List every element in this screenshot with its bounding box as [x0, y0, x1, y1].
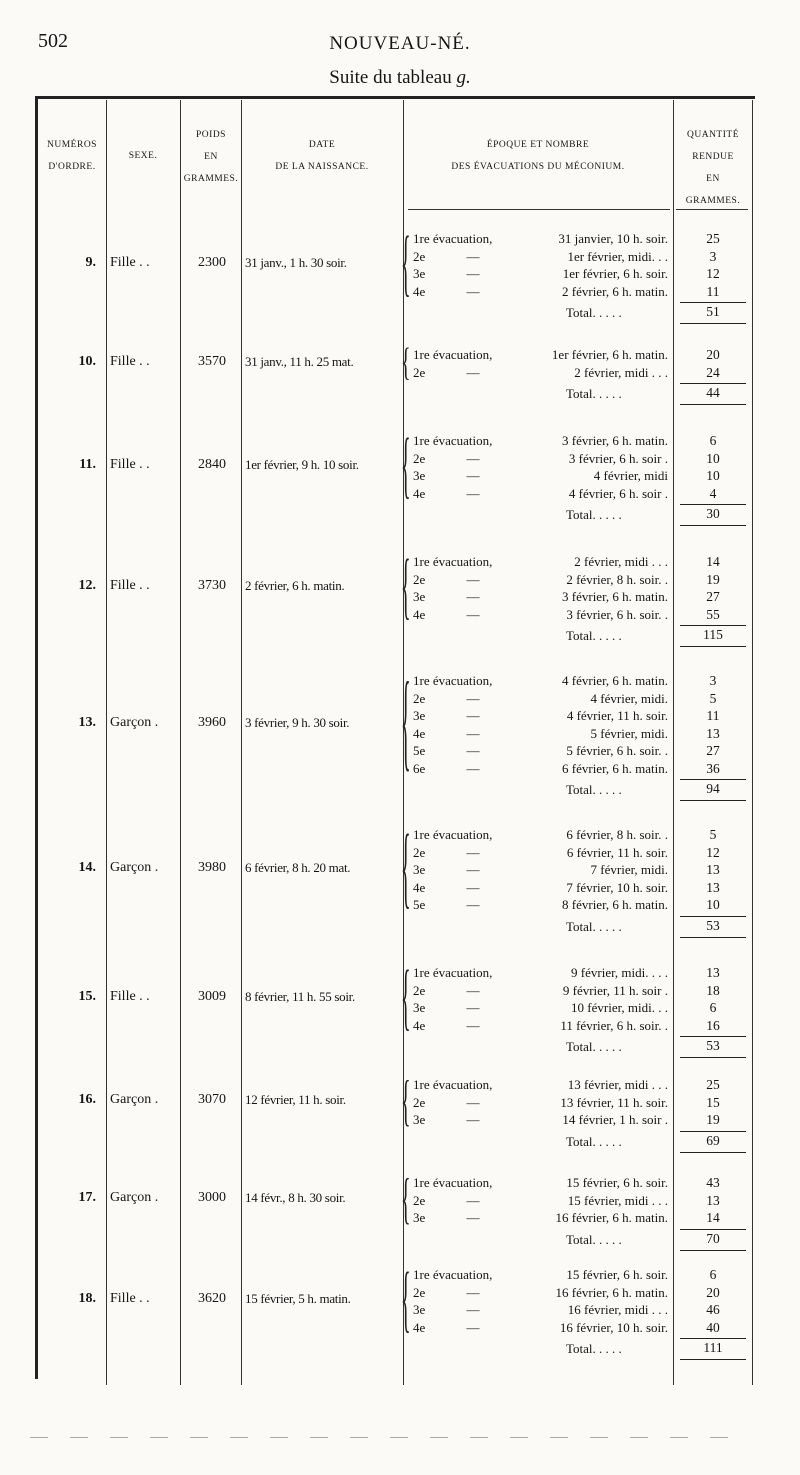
evacuation-date: 15 février, 6 h. soir. — [566, 1175, 668, 1190]
evacuation-quantity: 25 — [706, 231, 720, 246]
evacuation-ordinal: 1re évacuation, — [413, 554, 493, 569]
evacuation-quantity: 13 — [706, 725, 720, 741]
ditto-dash: — — [466, 743, 480, 758]
evacuation-ordinal: 4e — [413, 606, 426, 622]
ditto-dash: — — [466, 266, 480, 281]
evacuation-quantity: 20 — [706, 1284, 720, 1300]
evacuation-date: 4 février, 6 h. matin. — [562, 673, 668, 688]
evacuation-quantity: 16 — [706, 1017, 720, 1033]
total-rule — [680, 504, 746, 505]
total-value: 53 — [706, 1038, 720, 1053]
total-label: Total. . . . . — [566, 1341, 622, 1356]
brace-icon: { — [401, 342, 411, 385]
header-line: RENDUE — [692, 152, 734, 162]
header-line: NUMÉROS — [47, 140, 97, 150]
row-sex: Garçon . — [110, 1190, 159, 1206]
total-value: 53 — [706, 917, 720, 933]
evacuation-date: 4 février, midi — [593, 468, 668, 483]
evacuation-ordinal: 4e — [413, 1017, 426, 1033]
evacuation-ordinal: 2e — [413, 248, 426, 264]
evacuation-date: 4 février, 6 h. soir . — [568, 485, 668, 501]
header-sexe — [108, 145, 178, 167]
total-rule — [680, 1229, 746, 1230]
total-label: Total. . . . . — [566, 918, 622, 934]
row-sex: Fille . . — [110, 457, 150, 472]
total-underline — [680, 1250, 746, 1251]
row-birth-date: 2 février, 6 h. matin. — [245, 578, 345, 593]
ditto-dash: — — [466, 879, 480, 895]
evacuation-ordinal: 1re évacuation, — [413, 433, 493, 448]
ditto-dash: — — [466, 485, 480, 501]
evacuation-quantity: 20 — [706, 347, 720, 362]
header-quantite — [676, 124, 750, 212]
ditto-dash: — — [466, 725, 480, 741]
evacuation-quantity: 13 — [706, 879, 720, 895]
brace-icon: { — [401, 958, 411, 1040]
row-sex: Fille . . — [110, 1291, 150, 1306]
evacuation-date: 16 février, midi . . . — [567, 1302, 668, 1317]
evacuation-date: 5 février, midi. — [590, 725, 668, 741]
evacuation-date: 8 février, 6 h. matin. — [562, 897, 668, 912]
brace-icon: { — [401, 664, 411, 785]
evacuation-quantity: 13 — [706, 1192, 720, 1208]
total-rule — [680, 916, 746, 917]
ditto-dash: — — [466, 690, 480, 706]
header-line: GRAMMES. — [685, 196, 741, 206]
header-line: DATE — [308, 140, 336, 150]
header-line: GRAMMES. — [183, 174, 239, 184]
total-rule — [680, 302, 746, 303]
evacuation-quantity: 11 — [706, 283, 720, 299]
evacuation-quantity: 4 — [709, 485, 717, 501]
row-birth-date: 6 février, 8 h. 20 mat. — [245, 859, 351, 875]
evacuation-ordinal: 1re évacuation, — [413, 827, 493, 842]
evacuation-date: 16 février, 10 h. soir. — [559, 1319, 668, 1335]
evacuation-ordinal: 3e — [413, 468, 426, 483]
row-sex: Fille . . — [110, 578, 150, 593]
header-line: EN — [706, 174, 720, 184]
evacuation-date: 2 février, midi . . . — [574, 554, 668, 569]
row-weight: 3070 — [198, 1092, 226, 1108]
total-label: Total. . . . . — [566, 628, 622, 643]
ditto-dash: — — [466, 982, 480, 998]
evacuation-quantity: 10 — [706, 450, 720, 466]
evacuation-quantity: 27 — [706, 743, 720, 758]
header-poids — [182, 124, 240, 190]
evacuation-quantity: 12 — [706, 844, 720, 860]
total-rule — [680, 383, 746, 384]
evacuation-quantity: 11 — [706, 708, 720, 723]
evacuation-date: 7 février, midi. — [590, 862, 668, 877]
evacuation-quantity: 14 — [706, 1210, 720, 1225]
evacuation-quantity: 24 — [706, 364, 720, 380]
table-right-border — [752, 100, 753, 1385]
total-underline — [680, 937, 746, 938]
evacuation-quantity: 18 — [706, 982, 720, 998]
total-label: Total. . . . . — [566, 1133, 622, 1149]
ditto-dash: — — [466, 1284, 480, 1300]
evacuation-date: 5 février, 6 h. soir. . — [566, 743, 668, 758]
evacuation-ordinal: 3e — [413, 1210, 426, 1225]
evacuation-date: 16 février, 6 h. matin. — [555, 1210, 668, 1225]
evacuation-quantity: 5 — [709, 827, 717, 842]
total-rule — [680, 1338, 746, 1339]
ditto-dash: — — [466, 1302, 480, 1317]
ditto-dash: — — [466, 606, 480, 622]
evacuation-ordinal: 4e — [413, 283, 426, 299]
bottom-running-line — [30, 1437, 750, 1438]
evacuation-ordinal: 1re évacuation, — [413, 1267, 493, 1282]
evacuation-quantity: 5 — [709, 690, 717, 706]
total-underline — [680, 1359, 746, 1360]
evacuation-ordinal: 1re évacuation, — [413, 1077, 493, 1092]
total-rule — [680, 625, 746, 626]
evacuation-date: 3 février, 6 h. matin. — [562, 433, 668, 448]
column-rule — [106, 100, 107, 1385]
ditto-dash: — — [466, 897, 480, 912]
ditto-dash: — — [466, 760, 480, 776]
ditto-dash: — — [466, 1000, 480, 1015]
ditto-dash: — — [466, 468, 480, 483]
header-epoque — [405, 134, 671, 178]
evacuation-date: 14 février, 1 h. soir . — [562, 1112, 668, 1127]
row-number: 9. — [85, 255, 96, 270]
total-value: 94 — [706, 781, 720, 796]
total-value: 70 — [706, 1230, 720, 1246]
total-label: Total. . . . . — [566, 782, 622, 797]
ditto-dash: — — [466, 1017, 480, 1033]
evacuation-ordinal: 2e — [413, 844, 426, 860]
evacuation-date: 11 février, 6 h. soir. . — [560, 1017, 668, 1033]
evacuation-date: 3 février, 6 h. soir. . — [566, 606, 668, 622]
evacuation-quantity: 13 — [706, 862, 720, 877]
evacuation-date: 9 février, 11 h. soir . — [562, 982, 668, 998]
row-weight: 3620 — [198, 1291, 226, 1306]
evacuation-date: 1er février, midi. . . — [567, 248, 668, 264]
total-underline — [680, 800, 746, 801]
table-top-rule — [36, 96, 755, 99]
total-underline — [680, 1057, 746, 1058]
ditto-dash: — — [466, 1112, 480, 1127]
total-label: Total. . . . . — [566, 1039, 622, 1054]
ditto-dash: — — [466, 1192, 480, 1208]
ditto-dash: — — [466, 862, 480, 877]
evacuation-quantity: 3 — [709, 248, 717, 264]
row-weight: 2300 — [198, 255, 226, 270]
evacuation-ordinal: 4e — [413, 485, 426, 501]
evacuation-date: 2 février, 8 h. soir. . — [566, 571, 668, 587]
evacuation-ordinal: 3e — [413, 1000, 426, 1015]
evacuation-quantity: 40 — [706, 1319, 720, 1335]
total-value: 69 — [706, 1132, 720, 1148]
evacuation-quantity: 6 — [709, 433, 717, 448]
evacuation-quantity: 36 — [706, 760, 720, 776]
row-weight: 3730 — [198, 578, 226, 593]
evacuation-date: 1er février, 6 h. matin. — [551, 347, 668, 362]
evacuation-quantity: 3 — [709, 673, 717, 688]
row-number: 13. — [78, 714, 96, 730]
header-date — [243, 134, 401, 178]
evacuation-ordinal: 4e — [413, 1319, 426, 1335]
evacuation-quantity: 6 — [709, 1000, 717, 1015]
row-birth-date: 15 février, 5 h. matin. — [245, 1291, 351, 1306]
total-value: 30 — [706, 506, 720, 521]
evacuation-ordinal: 4e — [413, 725, 426, 741]
subtitle-letter: g. — [456, 67, 471, 88]
evacuation-ordinal: 3e — [413, 708, 426, 723]
row-birth-date: 31 janv., 11 h. 25 mat. — [245, 353, 354, 369]
header-line: QUANTITÉ — [686, 130, 739, 140]
evacuation-quantity: 25 — [706, 1077, 720, 1092]
evacuation-ordinal: 3e — [413, 862, 426, 877]
evacuation-ordinal: 2e — [413, 571, 426, 587]
header-line: SEXE. — [128, 151, 158, 161]
evacuation-date: 7 février, 10 h. soir. — [566, 879, 668, 895]
evacuation-ordinal: 1re évacuation, — [413, 231, 493, 246]
row-weight: 3960 — [198, 714, 226, 730]
row-weight: 3570 — [198, 353, 226, 369]
row-birth-date: 14 févr., 8 h. 30 soir. — [245, 1190, 346, 1206]
evacuation-date: 6 février, 11 h. soir. — [566, 844, 668, 860]
evacuation-ordinal: 1re évacuation, — [413, 673, 493, 688]
ditto-dash: — — [466, 571, 480, 587]
evacuation-date: 2 février, midi . . . — [574, 364, 668, 380]
row-sex: Garçon . — [110, 1092, 159, 1108]
row-birth-date: 1er février, 9 h. 10 soir. — [245, 457, 359, 472]
row-sex: Garçon . — [110, 859, 159, 875]
evacuation-ordinal: 2e — [413, 450, 426, 466]
brace-icon: { — [401, 426, 411, 508]
total-label: Total. . . . . — [566, 305, 622, 320]
evacuation-date: 10 février, midi. . . — [571, 1000, 668, 1015]
ditto-dash: — — [466, 364, 480, 380]
evacuation-ordinal: 1re évacuation, — [413, 347, 493, 362]
row-weight: 3000 — [198, 1190, 226, 1206]
evacuation-date: 16 février, 6 h. matin. — [555, 1284, 668, 1300]
evacuation-ordinal: 2e — [413, 1192, 426, 1208]
header-line: EN — [204, 152, 218, 162]
evacuation-ordinal: 2e — [413, 364, 426, 380]
row-number: 14. — [78, 859, 96, 875]
brace-icon: { — [401, 1071, 411, 1134]
ditto-dash: — — [466, 1210, 480, 1225]
column-rule — [673, 100, 674, 1385]
evacuation-quantity: 10 — [706, 468, 720, 483]
header-line: DE LA NAISSANCE. — [275, 162, 369, 172]
evacuation-ordinal: 3e — [413, 1112, 426, 1127]
row-weight: 3009 — [198, 989, 226, 1004]
row-birth-date: 3 février, 9 h. 30 soir. — [245, 714, 350, 730]
evacuation-date: 6 février, 6 h. matin. — [562, 760, 668, 776]
ditto-dash: — — [466, 1319, 480, 1335]
total-value: 111 — [703, 1340, 723, 1355]
header-line: POIDS — [196, 130, 226, 140]
evacuation-date: 4 février, 11 h. soir. — [566, 708, 668, 723]
evacuation-quantity: 12 — [706, 266, 720, 281]
header-line: D'ORDRE. — [48, 162, 96, 172]
brace-icon: { — [401, 819, 411, 921]
evacuation-ordinal: 6e — [413, 760, 426, 776]
evacuation-quantity: 6 — [709, 1267, 717, 1282]
evacuation-quantity: 46 — [706, 1302, 720, 1317]
evacuation-date: 15 février, 6 h. soir. — [566, 1267, 668, 1282]
table-left-border — [35, 96, 38, 1379]
table-subtitle — [0, 67, 800, 89]
ditto-dash: — — [466, 1094, 480, 1110]
evacuation-date: 3 février, 6 h. matin. — [562, 589, 668, 604]
evacuation-ordinal: 3e — [413, 589, 426, 604]
total-underline — [680, 404, 746, 405]
header-numeros — [38, 134, 106, 178]
brace-icon: { — [401, 1260, 411, 1342]
ditto-dash: — — [466, 708, 480, 723]
column-rule — [241, 100, 242, 1385]
evacuation-date: 6 février, 8 h. soir. . — [566, 827, 668, 842]
total-underline — [680, 646, 746, 647]
evacuation-quantity: 13 — [706, 965, 720, 980]
row-birth-date: 12 février, 11 h. soir. — [245, 1092, 346, 1108]
total-rule — [680, 779, 746, 780]
page-number: 502 — [38, 30, 68, 52]
evacuation-quantity: 43 — [706, 1175, 720, 1190]
evacuation-date: 13 février, 11 h. soir. — [560, 1094, 668, 1110]
evacuation-ordinal: 2e — [413, 1094, 426, 1110]
evacuation-ordinal: 5e — [413, 897, 426, 912]
total-rule — [680, 1036, 746, 1037]
total-underline — [680, 525, 746, 526]
total-value: 44 — [706, 385, 720, 400]
row-sex: Fille . . — [110, 353, 150, 369]
evacuation-ordinal: 1re évacuation, — [413, 965, 493, 980]
brace-icon: { — [401, 1169, 411, 1232]
evacuation-ordinal: 4e — [413, 879, 426, 895]
running-head: NOUVEAU-NÉ. — [329, 33, 471, 54]
row-number: 10. — [78, 353, 96, 369]
total-rule — [680, 1131, 746, 1132]
total-label: Total. . . . . — [566, 1231, 622, 1247]
ditto-dash: — — [466, 248, 480, 264]
evacuation-ordinal: 3e — [413, 266, 426, 281]
row-number: 16. — [78, 1092, 96, 1108]
evacuation-ordinal: 2e — [413, 690, 426, 706]
row-sex: Fille . . — [110, 989, 150, 1004]
evacuation-quantity: 19 — [706, 1112, 720, 1127]
subtitle-prefix: Suite du tableau — [329, 67, 452, 88]
evacuation-ordinal: 5e — [413, 743, 426, 758]
total-value: 51 — [706, 304, 720, 319]
total-value: 115 — [703, 627, 723, 642]
ditto-dash: — — [466, 450, 480, 466]
evacuation-date: 15 février, midi . . . — [567, 1192, 668, 1208]
evacuation-ordinal: 3e — [413, 1302, 426, 1317]
evacuation-date: 31 janvier, 10 h. soir. — [558, 231, 668, 246]
evacuation-date: 9 février, midi. . . . — [571, 965, 668, 980]
evacuation-quantity: 14 — [706, 554, 720, 569]
row-number: 12. — [78, 578, 96, 593]
row-birth-date: 8 février, 11 h. 55 soir. — [245, 989, 355, 1004]
evacuation-date: 4 février, midi. — [590, 690, 668, 706]
ditto-dash: — — [466, 589, 480, 604]
ditto-dash: — — [466, 283, 480, 299]
evacuation-quantity: 15 — [706, 1094, 720, 1110]
row-weight: 2840 — [198, 457, 226, 472]
row-number: 17. — [78, 1190, 96, 1206]
total-label: Total. . . . . — [566, 386, 622, 401]
row-birth-date: 31 janv., 1 h. 30 soir. — [245, 255, 347, 270]
header-line: ÉPOQUE ET NOMBRE — [486, 140, 590, 150]
total-underline — [680, 323, 746, 324]
evacuation-quantity: 27 — [706, 589, 720, 604]
brace-icon: { — [401, 547, 411, 629]
evacuation-date: 2 février, 6 h. matin. — [562, 283, 668, 299]
evacuation-ordinal: 2e — [413, 1284, 426, 1300]
total-underline — [680, 1152, 746, 1153]
evacuation-quantity: 10 — [706, 897, 720, 912]
row-weight: 3980 — [198, 859, 226, 875]
brace-icon: { — [401, 224, 411, 306]
ditto-dash: — — [466, 844, 480, 860]
header-rule — [676, 209, 748, 210]
evacuation-ordinal: 1re évacuation, — [413, 1175, 493, 1190]
evacuation-quantity: 19 — [706, 571, 720, 587]
row-number: 18. — [78, 1291, 96, 1306]
row-number: 15. — [78, 989, 96, 1004]
evacuation-ordinal: 2e — [413, 982, 426, 998]
total-label: Total. . . . . — [566, 507, 622, 522]
header-rule — [408, 209, 670, 210]
row-sex: Fille . . — [110, 255, 150, 270]
evacuation-date: 1er février, 6 h. soir. — [562, 266, 668, 281]
evacuation-date: 13 février, midi . . . — [567, 1077, 668, 1092]
row-number: 11. — [79, 457, 96, 472]
header-line: DES ÉVACUATIONS DU MÉCONIUM. — [451, 162, 625, 172]
row-sex: Garçon . — [110, 714, 159, 730]
evacuation-date: 3 février, 6 h. soir . — [568, 450, 668, 466]
evacuation-quantity: 55 — [706, 606, 720, 622]
